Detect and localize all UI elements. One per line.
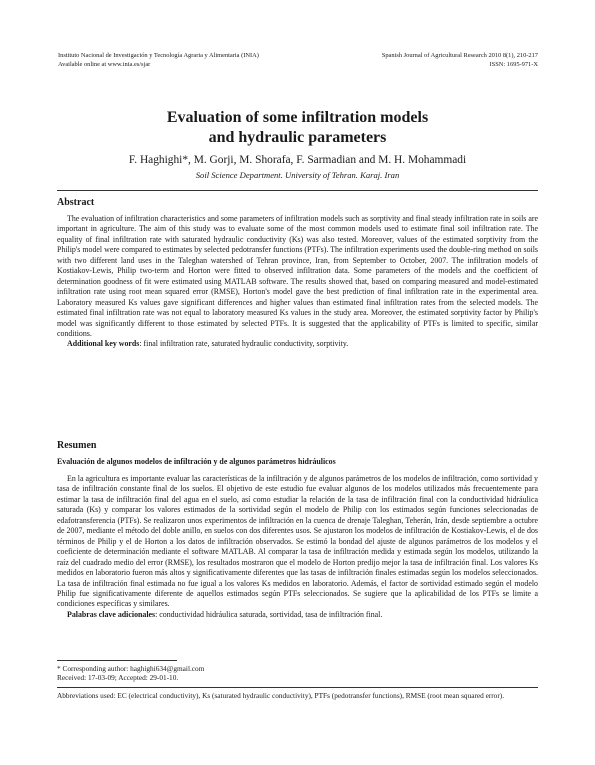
keywords-label: Additional key words [67, 339, 140, 349]
title-line-2: and hydraulic parameters [208, 128, 387, 146]
abbreviations-divider [57, 687, 538, 688]
footnotes [57, 664, 538, 683]
affiliation: Soil Science Department. University of Tehran. Karaj. Iran [195, 170, 400, 180]
top-divider [57, 190, 538, 191]
abbreviations-note [57, 691, 538, 700]
received-accepted-dates: Received: 17-03-09; Accepted: 29-01-10. [57, 673, 179, 683]
abstract-body [57, 214, 538, 350]
author-list: F. Haghighi*, M. Gorji, M. Shorafa, F. Sarmadian and M. H. Mohammadi [128, 154, 467, 166]
resumen-text: En la agricultura es importante evaluar las características de la infiltración y de algunos parámetros de los modelos de infiltración, como sortividad y tasa de infiltración constante final de los suelos. El objetivo de este estudio fue evaluar algunos de los modelos utilizados más frecuentemente para estimar la tasa de infiltración final del agua en el suelo, así como estudiar la relación de la tasa de infiltración final con la conductividad hidráulica saturada (Ks) y comparar los valores estimados de la sortividad según el modelo de Philip con los estimados según funciones seleccionadas de edafotransferencia (PTFs). Se realizaron unos experimentos de infiltración en la cuenca de drenaje Taleghan, Teherán, Irán, desde septiembre a octubre de 2007, mediante el método del doble anillo, en suelos con dos diferentes usos. Se ajustaron los modelos de infiltración de Kostiakov-Lewis, el de dos términos de Philip y el de Horton a los datos de infiltración observados. Se estimó la bondad del ajuste de algunos parámetros de los modelos y el coeficiente de determinación mediante el software MATLAB. Al comparar la tasa de infiltración medida y estimada según los modelos, utilizando la raíz del cuadrado medio del error (RMSE), los resultados mostraron que el modelo de Horton predijo mejor la tasa de infiltración final. Los valores Ks medidos en laboratorio fueron más altos y significativamente diferentes que las tasas de infiltración finales estimadas según los modelos seleccionados. La tasa de infiltración final estimada no fue igual a los valores Ks medidos en laboratorio. Además, el factor de sortividad estimado según el modelo Philip fue significativamente diferente de aquellos estimados según PTFs seleccionados. Se sugiere que la aplicabilidad de los PTFs se limite a condiciones específicas y similares. [57, 474, 538, 609]
issn-line: ISSN: 1695-971-X [489, 60, 538, 68]
publisher-line: Instituto Nacional de Investigación y Tecnología Agraria y Alimentaria (INIA) [58, 52, 259, 59]
abstract-keywords [57, 339, 538, 349]
footnote-divider [57, 660, 177, 661]
corresponding-author: * Corresponding author: haghighi634@gmail.com [57, 664, 205, 673]
resumen-subheading: Evaluación de algunos modelos de infiltración y de algunos parámetros hidráulicos [57, 457, 336, 466]
resumen-body [57, 474, 538, 620]
abbreviations-text: Abbreviations used: EC (electrical conductivity), Ks (saturated hydraulic conductivity), PTFs (pedotransfer functions), RMSE (root mean squared error). [57, 691, 505, 700]
citation-line: Spanish Journal of Agricultural Research 2010 8(1), 210-217 [381, 52, 538, 59]
palabras-clave-text: : conductividad hidráulica saturada, sortividad, tasa de infiltración final. [155, 609, 383, 619]
paper-title [0, 108, 595, 147]
resumen-heading: Resumen [57, 440, 97, 451]
resumen-keywords [57, 610, 538, 620]
abstract-heading: Abstract [57, 197, 95, 208]
journal-header-left [58, 52, 259, 69]
title-line-1: Evaluation of some infiltration models [166, 109, 429, 126]
abstract-text: The evaluation of infiltration characteristics and some parameters of infiltration models such as sorptivity and final steady infiltration rate in soils are important in agriculture. The aim of this study was to evaluate some of the most common models used to estimate final soil infiltration rate. The equality of final infiltration rate with saturated hydraulic conductivity (Ks) was also tested. Moreover, values of the estimated sorptivity from the Philip's model were compared to estimates by selected pedotransfer functions (PTFs). The infiltration experiments used the double-ring method on soils with two different land uses in the Taleghan watershed of Tehran province, Iran, from September to October, 2007. The infiltration models of Kostiakov-Lewis, Philip two-term and Horton were fitted to observed infiltration data. Some parameters of the models and the coefficient of determination goodness of fit were estimated using MATLAB software. The results showed that, based on comparing measured and model-estimated infiltration rate using root mean squared error (RMSE), Horton's model gave the best prediction of final infiltration rate in the experimental area. Laboratory measured Ks values gave significant differences and higher values than estimated final infiltration rates from the selected models. The estimated final infiltration rate was not equal to laboratory measured Ks values in the study area. Moreover, the estimated sorptivity factor by Philip's model was significantly different to those estimated by selected PTFs. It is suggested that the applicability of PTFs is limited to specific, similar conditions. [57, 214, 538, 338]
availability-line: Available online at www.inia.es/sjar [58, 60, 151, 68]
palabras-clave-label: Palabras clave adicionales [67, 609, 156, 619]
keywords-text: : final infiltration rate, saturated hydraulic conductivity, sorptivity. [139, 339, 349, 349]
journal-header-right [382, 52, 538, 69]
